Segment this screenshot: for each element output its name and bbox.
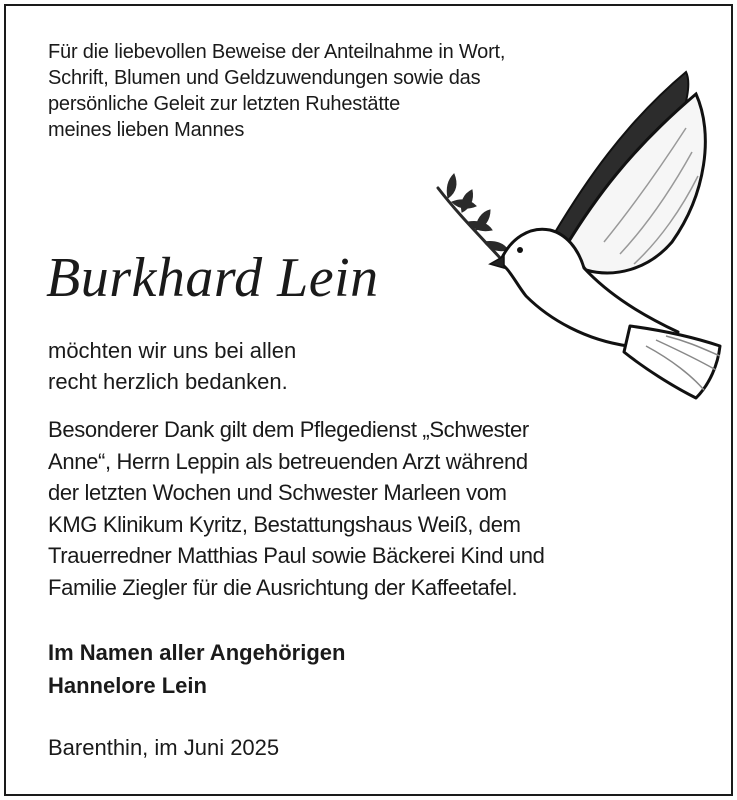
intro-text: Für die liebevollen Beweise der Anteilnahme in Wort, Schrift, Blumen und Geldzuwendungen sowie das persönliche Geleit zur letzten Ruhestätte meines lieben Mannes — [48, 41, 506, 141]
signature: Im Namen aller Angehörigen Hannelore Lein — [48, 640, 346, 698]
thanks-text: möchten wir uns bei allen recht herzlich bedanken. — [48, 338, 297, 394]
obituary-notice — [4, 4, 733, 796]
deceased-name: Burkhard Lein — [46, 247, 379, 309]
dove-beak — [490, 256, 504, 268]
olive-branch — [438, 174, 508, 260]
dove-eye — [517, 247, 523, 253]
special-thanks-text: Besonderer Dank gilt dem Pflegedienst „Schwester Anne“, Herrn Leppin als betreuenden Arzt während der letzten Wochen und Schwester Marleen vom KMG Klinikum Kyritz, Bestattungshaus Weiß, dem Trauerredner Matthias Paul sowie Bäckerei Kind und Familie Ziegler für die Ausrichtung der Kaffeetafel. — [48, 417, 545, 600]
place-date: Barenthin, im Juni 2025 — [48, 735, 280, 760]
dove-with-olive-branch-icon — [434, 64, 726, 400]
